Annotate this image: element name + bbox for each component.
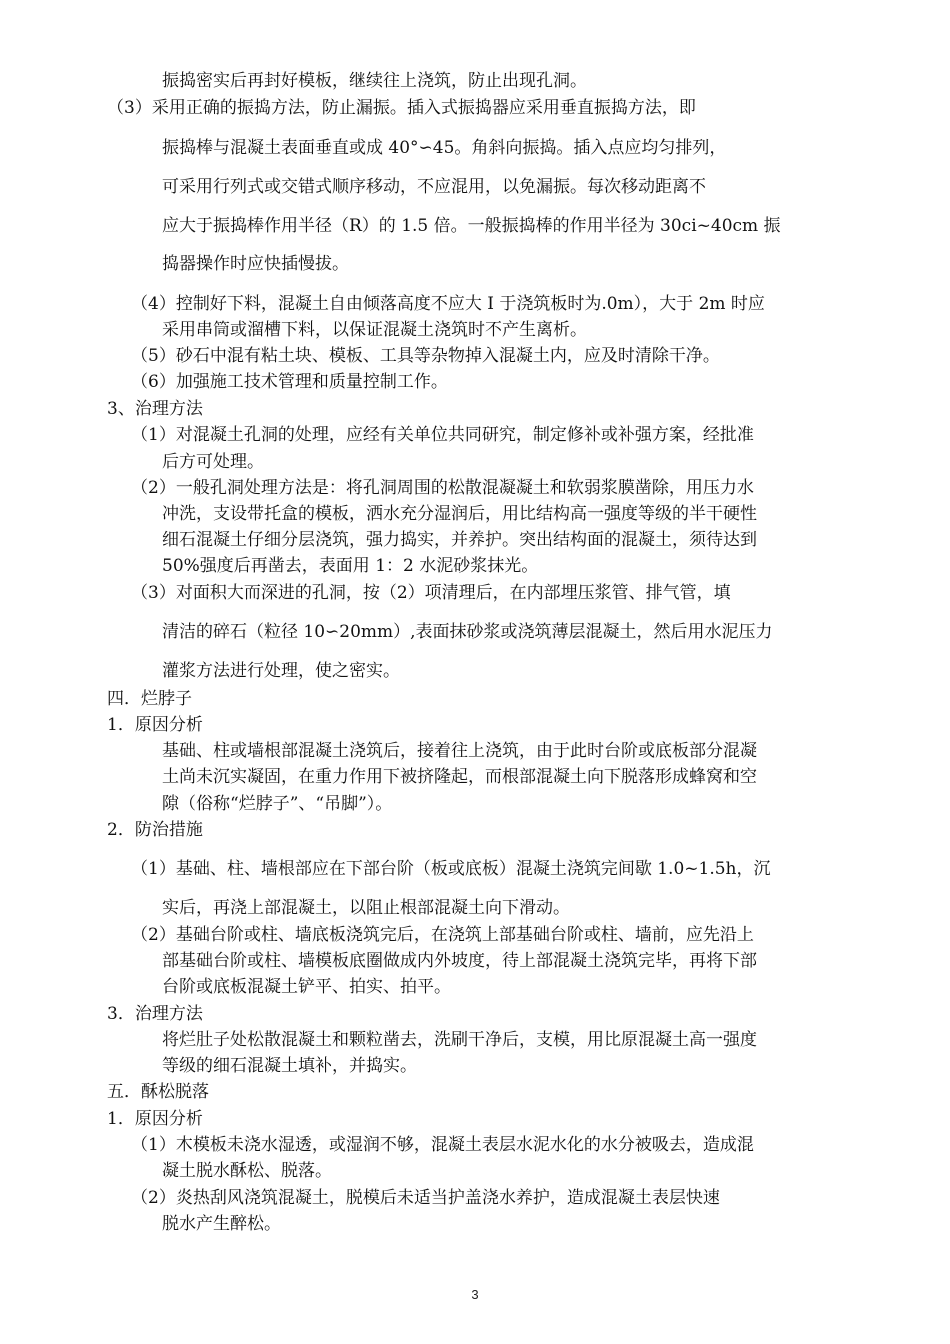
text-line: 台阶或底板混凝土铲平、拍实、拍平。: [162, 977, 451, 997]
section-heading: 3．治理方法: [107, 1004, 203, 1024]
text-line: 部基础台阶或柱、墙模板底圈做成内外坡度，待上部混凝土浇筑完毕，再将下部: [162, 951, 757, 971]
text-line: 冲洗，支设带托盒的模板，洒水充分湿润后，用比结构高一强度等级的半干硬性: [162, 504, 757, 524]
text-line: 实后，再浇上部混凝土，以阻止根部混凝土向下滑动。: [162, 898, 570, 918]
text-line: （2）炎热刮风浇筑混凝土，脱模后未适当护盖浇水养护，造成混凝土表层快速: [131, 1188, 720, 1208]
text-line: （3）对面积大而深进的孔洞，按（2）项清理后，在内部埋压浆管、排气管，填: [131, 583, 731, 603]
text-line: 应大于振捣棒作用半径（R）的 1.5 倍。一般振捣棒的作用半径为 30ci~40cm 振: [162, 216, 781, 236]
page-number: 3: [471, 1287, 479, 1302]
section-heading: 1．原因分析: [107, 715, 203, 735]
text-line: 脱水产生醉松。: [162, 1214, 281, 1234]
text-line: 50%强度后再凿去，表面用 1：2 水泥砂浆抹光。: [162, 556, 539, 576]
text-line: （2）基础台阶或柱、墙底板浇筑完后，在浇筑上部基础台阶或柱、墙前，应先沿上: [131, 925, 754, 945]
text-line: （5）砂石中混有粘土块、模板、工具等杂物掉入混凝土内，应及时清除干净。: [131, 346, 720, 366]
text-line: 基础、柱或墙根部混凝土浇筑后，接着往上浇筑，由于此时台阶或底板部分混凝: [162, 741, 757, 761]
text-line: 捣器操作时应快插慢拔。: [162, 254, 349, 274]
section-heading: 1．原因分析: [107, 1109, 203, 1129]
text-line: 灌浆方法进行处理，使之密实。: [162, 661, 400, 681]
text-line: （4）控制好下料，混凝土自由倾落高度不应大 I 于浇筑板时为.0m），大于 2m 时应: [131, 294, 765, 314]
text-line: 后方可处理。: [162, 452, 264, 472]
text-line: 凝土脱水酥松、脱落。: [162, 1161, 332, 1181]
text-line: （3）采用正确的振捣方法，防止漏振。插入式振捣器应采用垂直振捣方法，即: [107, 98, 696, 118]
text-line: （1）基础、柱、墙根部应在下部台阶（板或底板）混凝土浇筑完间歇 1.0~1.5h，沉: [131, 859, 771, 879]
section-heading: 四．烂脖子: [107, 689, 192, 709]
section-heading: 3、治理方法: [107, 399, 203, 419]
text-line: 土尚未沉实凝固，在重力作用下被挤隆起，而根部混凝土向下脱落形成蜂窝和空: [162, 767, 757, 787]
text-line: （1）木模板未浇水湿透，或湿润不够，混凝土表层水泥水化的水分被吸去，造成混: [131, 1135, 754, 1155]
text-line: 清洁的碎石（粒径 10∽20mm）,表面抹砂浆或浇筑薄层混凝土，然后用水泥压力: [162, 622, 773, 642]
text-line: 可采用行列式或交错式顺序移动，不应混用，以免漏振。每次移动距离不: [162, 177, 706, 197]
text-line: （2）一般孔洞处理方法是：将孔洞周围的松散混凝凝土和软弱浆膜凿除，用压力水: [131, 478, 754, 498]
text-line: （1）对混凝土孔洞的处理，应经有关单位共同研究，制定修补或补强方案，经批准: [131, 425, 754, 445]
section-heading: 2．防治措施: [107, 820, 203, 840]
text-line: 等级的细石混凝土填补，并捣实。: [162, 1056, 417, 1076]
text-line: 将烂肚子处松散混凝土和颗粒凿去，洗刷干净后，支模，用比原混凝土高一强度: [162, 1030, 757, 1050]
section-heading: 五．酥松脱落: [107, 1082, 209, 1102]
text-line: 振捣棒与混凝土表面垂直或成 40°∽45。角斜向振捣。插入点应均匀排列，: [162, 138, 727, 158]
text-line: （6）加强施工技术管理和质量控制工作。: [131, 372, 448, 392]
text-line: 隙（俗称“烂脖子”、“吊脚”）。: [162, 794, 393, 814]
text-line: 振捣密实后再封好模板，继续往上浇筑，防止出现孔洞。: [162, 71, 587, 91]
text-line: 细石混凝土仔细分层浇筑，强力捣实，并养护。突出结构面的混凝土，须待达到: [162, 530, 757, 550]
text-line: 采用串筒或溜槽下料，以保证混凝土浇筑时不产生离析。: [162, 320, 587, 340]
